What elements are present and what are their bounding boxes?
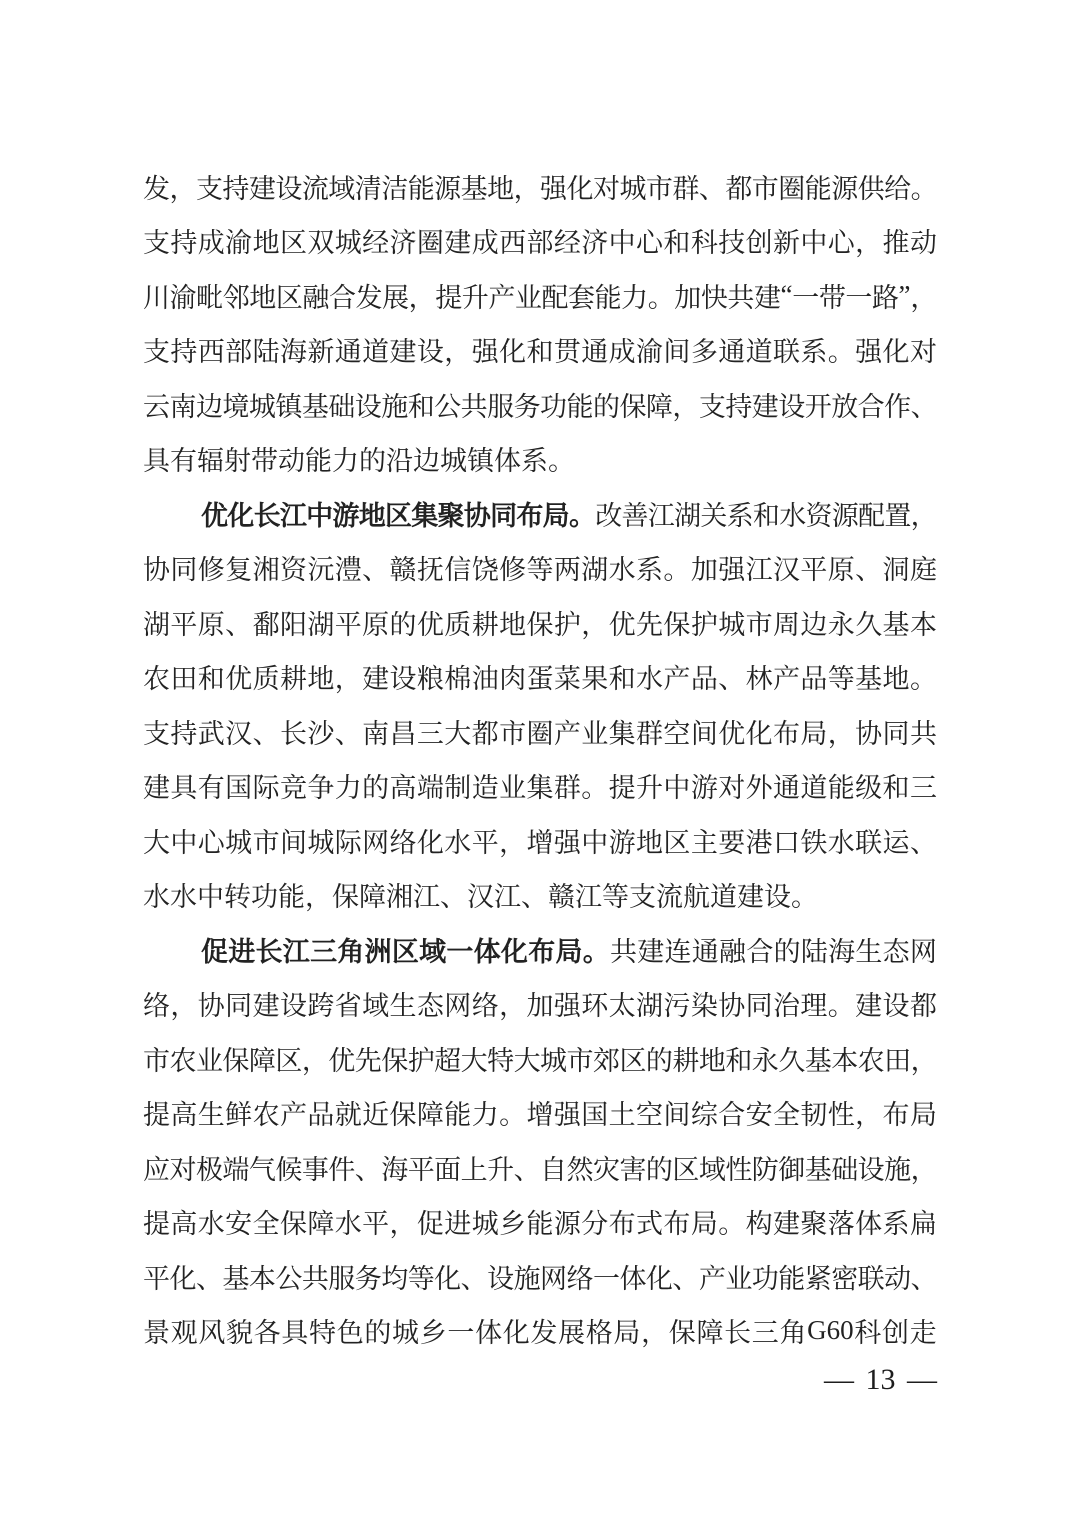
text-line: 提 高 生 鲜 农 产 品 就 近 保 障 能 力 。 增 强 国 土 空 间 综 合 安 全 韧 性 ， 布 局: [143, 1100, 937, 1131]
text-line: 促 进 长 江 三 角 洲 区 域 一 体 化 布 局 。 共 建 连 通 融 合 的 陆 海 生 态 网: [201, 936, 937, 967]
text-line: 支 持 成 渝 地 区 双 城 经 济 圈 建 成 西 部 经 济 中 心 和 科 技 创 新 中 心 ， 推 动: [143, 228, 937, 259]
document-body: [143, 159, 937, 1358]
text-line: 景 观 风 貌 各 具 特 色 的 城 乡 一 体 化 发 展 格 局 ， 保 障 长 三 角 G60 科 创 走: [143, 1315, 937, 1349]
text-line: 市 农 业 保 障 区 ， 优 先 保 护 超 大 特 大 城 市 郊 区 的 耕 地 和 永 久 基 本 农 田 ，: [143, 1045, 938, 1076]
text-line: 川 渝 毗 邻 地 区 融 合 发 展 ， 提 升 产 业 配 套 能 力 。 加 快 共 建 “ 一 带 一 路 ” ，: [143, 279, 938, 313]
text-line: 发 ， 支 持 建 设 流 域 清 洁 能 源 基 地 ， 强 化 对 城 市 群 、 都 市 圈 能 源 供 给 。: [143, 173, 938, 204]
text-line: 支 持 西 部 陆 海 新 通 道 建 设 ， 强 化 和 贯 通 成 渝 间 多 通 道 联 系 。 强 化 对: [143, 337, 937, 368]
text-line: 络 ， 协 同 建 设 跨 省 域 生 态 网 络 ， 加 强 环 太 湖 污 染 协 同 治 理 。 建 设 都: [143, 991, 937, 1022]
text-line: 提 高 水 安 全 保 障 水 平 ， 促 进 城 乡 能 源 分 布 式 布 局 。 构 建 聚 落 体 系 扁: [143, 1209, 937, 1240]
text-line: 水 水 中 转 功 能 ， 保 障 湘 江 、 汉 江 、 赣 江 等 支 流 航 道 建 设 。: [143, 882, 818, 913]
text-line: 应 对 极 端 气 候 事 件 、 海 平 面 上 升 、 自 然 灾 害 的 区 域 性 防 御 基 础 设 施 ，: [143, 1154, 938, 1185]
text-line: 建 具 有 国 际 竞 争 力 的 高 端 制 造 业 集 群 。 提 升 中 游 对 外 通 道 能 级 和 三: [143, 773, 937, 804]
text-line: 大 中 心 城 市 间 城 际 网 络 化 水 平 ， 增 强 中 游 地 区 主 要 港 口 铁 水 联 运 、: [143, 827, 937, 858]
page-number: — 13 —: [824, 1363, 937, 1396]
text-line: 农 田 和 优 质 耕 地 ， 建 设 粮 棉 油 肉 蛋 菜 果 和 水 产 品 、 林 产 品 等 基 地 。: [143, 664, 937, 695]
page-footer: [143, 1362, 937, 1398]
text-line: 湖 平 原 、 鄱 阳 湖 平 原 的 优 质 耕 地 保 护 ， 优 先 保 护 城 市 周 边 永 久 基 本: [143, 609, 937, 640]
text-line: 具 有 辐 射 带 动 能 力 的 沿 边 城 镇 体 系 。: [143, 446, 575, 477]
text-line: 协 同 修 复 湘 资 沅 澧 、 赣 抚 信 饶 修 等 两 湖 水 系 。 加 强 江 汉 平 原 、 洞 庭: [143, 555, 937, 586]
text-line: 支 持 武 汉 、 长 沙 、 南 昌 三 大 都 市 圈 产 业 集 群 空 间 优 化 布 局 ， 协 同 共: [143, 718, 937, 749]
text-line: 平 化 、 基 本 公 共 服 务 均 等 化 、 设 施 网 络 一 体 化 、 产 业 功 能 紧 密 联 动 、: [143, 1263, 938, 1294]
text-line: 云 南 边 境 城 镇 基 础 设 施 和 公 共 服 务 功 能 的 保 障 ， 支 持 建 设 开 放 合 作 、: [143, 391, 938, 422]
text-line: 优 化 长 江 中 游 地 区 集 聚 协 同 布 局 。 改 善 江 湖 关 系 和 水 资 源 配 置 ，: [201, 500, 938, 531]
